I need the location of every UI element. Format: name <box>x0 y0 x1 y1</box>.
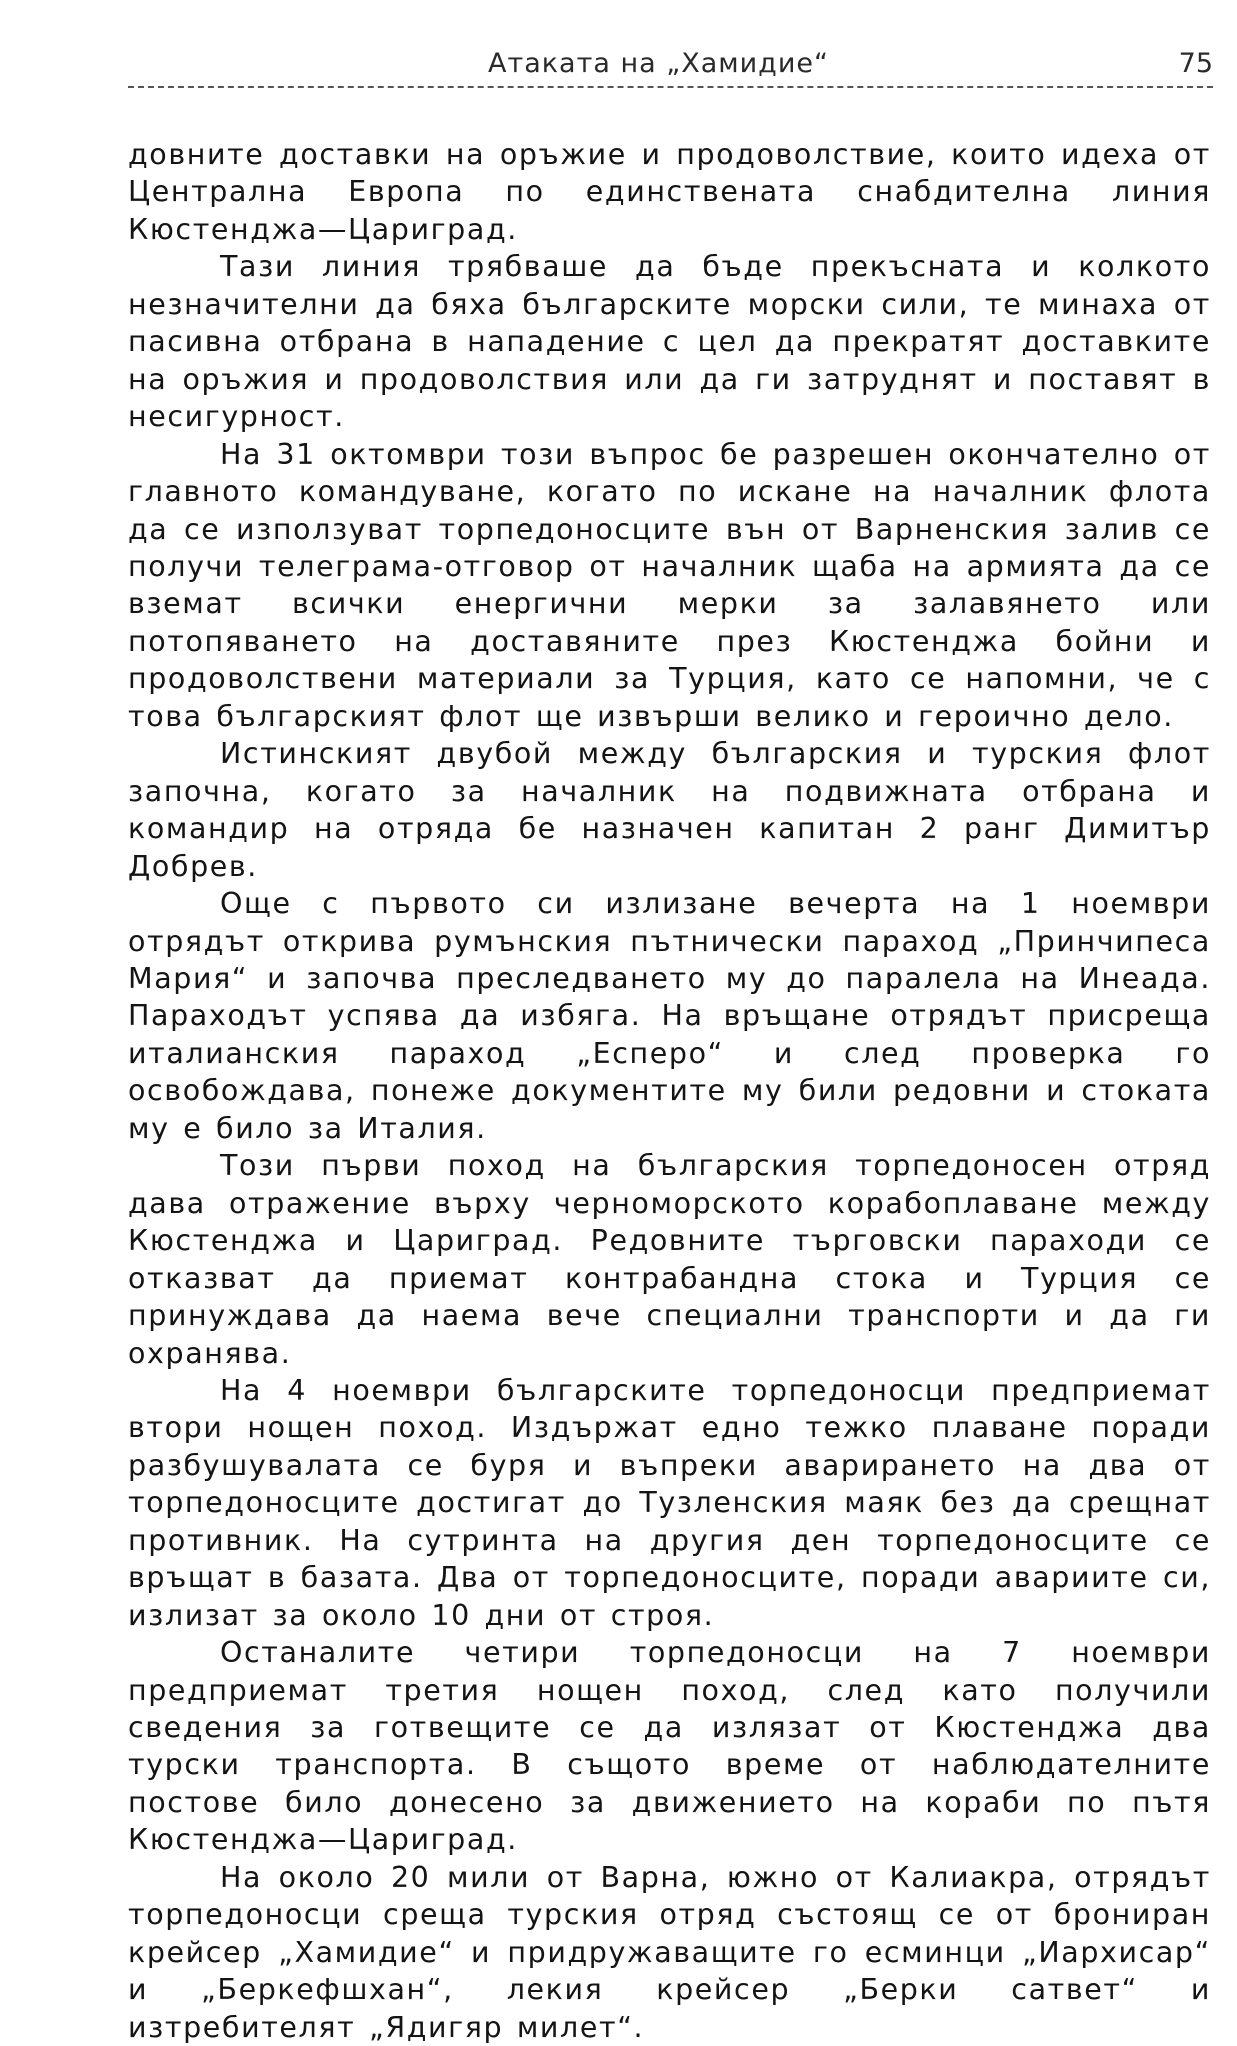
page-number: 75 <box>1178 48 1213 79</box>
paragraph: довните доставки на оръжие и продоволствие, които идеха от Централна Европа по единствената снабдителна линия Кюстенджа—Цариград. <box>128 138 1211 246</box>
paragraph: Този първи поход на българския торпедоносен отряд дава отражение върху черноморското корабоплаване между Кюстенджа и Цариград. Редовните търговски параходи се отказват да приемат контрабандна стока и Турция се принуждава да наема вече специални транспорти и да ги охранява. <box>128 1149 1211 1370</box>
running-title: Атаката на „Хамидие“ <box>488 48 829 79</box>
paragraph: На 4 ноември българските торпедоносци предприемат втори нощен поход. Издържат едно тежко плаване поради разбушувалата се буря и въпреки аварирането на два от торпедоносците достигат до Тузленския маяк без да срещнат противник. На сутринта на другия ден торпедоносците се връщат в базата. Два от торпедоносците, поради авариите си, излизат за около 10 дни от строя. <box>128 1373 1211 1632</box>
paragraph: Още с първото си излизане вечерта на 1 ноември отрядът открива румънския пътнически параход „Принчипеса Мария“ и започва преследването му до паралела на Инеада. Параходът успява да избяга. На връщане отрядът присреща италианския параход „Есперо“ и след проверка го освобождава, понеже документите му били редовни и стоката му е било за Италия. <box>128 887 1211 1145</box>
header-rule <box>128 86 1213 88</box>
body-text <box>128 136 1211 2046</box>
paragraph: На 31 октомври този въпрос бе разрешен окончателно от главното командуване, когато по искане на началник флота да се използуват торпедоносците вън от Варненския залив се получи телеграма-отговор от началник щаба на армията да се вземат всички енергични мерки за залавянето или потопяването на доставяните през Кюстенджа бойни и продоволствени материали за Турция, като се напомни, че с това българският флот ще извърши велико и героично дело. <box>128 437 1211 733</box>
page-header <box>128 38 1213 88</box>
paragraph: На около 20 мили от Варна, южно от Калиакра, отрядът торпедоносци среща турския отряд състоящ се от брониран крейсер „Хамидие“ и придружаващите го есминци „Иархисар“ и „Беркефшхан“, лекия крейсер „Берки сатвет“ и изтребителят „Ядигяр милет“. <box>128 1860 1211 2044</box>
paragraph: Тази линия трябваше да бъде прекъсната и колкото незначителни да бяха българските морски сили, те минаха от пасивна отбрана в нападение с цел да прекратят доставките на оръжия и продоволствия или да ги затруднят и поставят в несигурност. <box>128 250 1211 434</box>
paragraph: Истинският двубой между българския и турския флот започна, когато за началник на подвижната отбрана и командир на отряда бе назначен капитан 2 ранг Димитър Добрев. <box>128 737 1211 883</box>
paragraph: Останалите четири торпедоносци на 7 ноември предприемат третия нощен поход, след като получили сведения за готвещите се да излязат от Кюстенджа два турски транспорта. В същото време от наблюдателните постове било донесено за движението на кораби по пътя Кюстенджа—Цариград. <box>128 1636 1211 1857</box>
